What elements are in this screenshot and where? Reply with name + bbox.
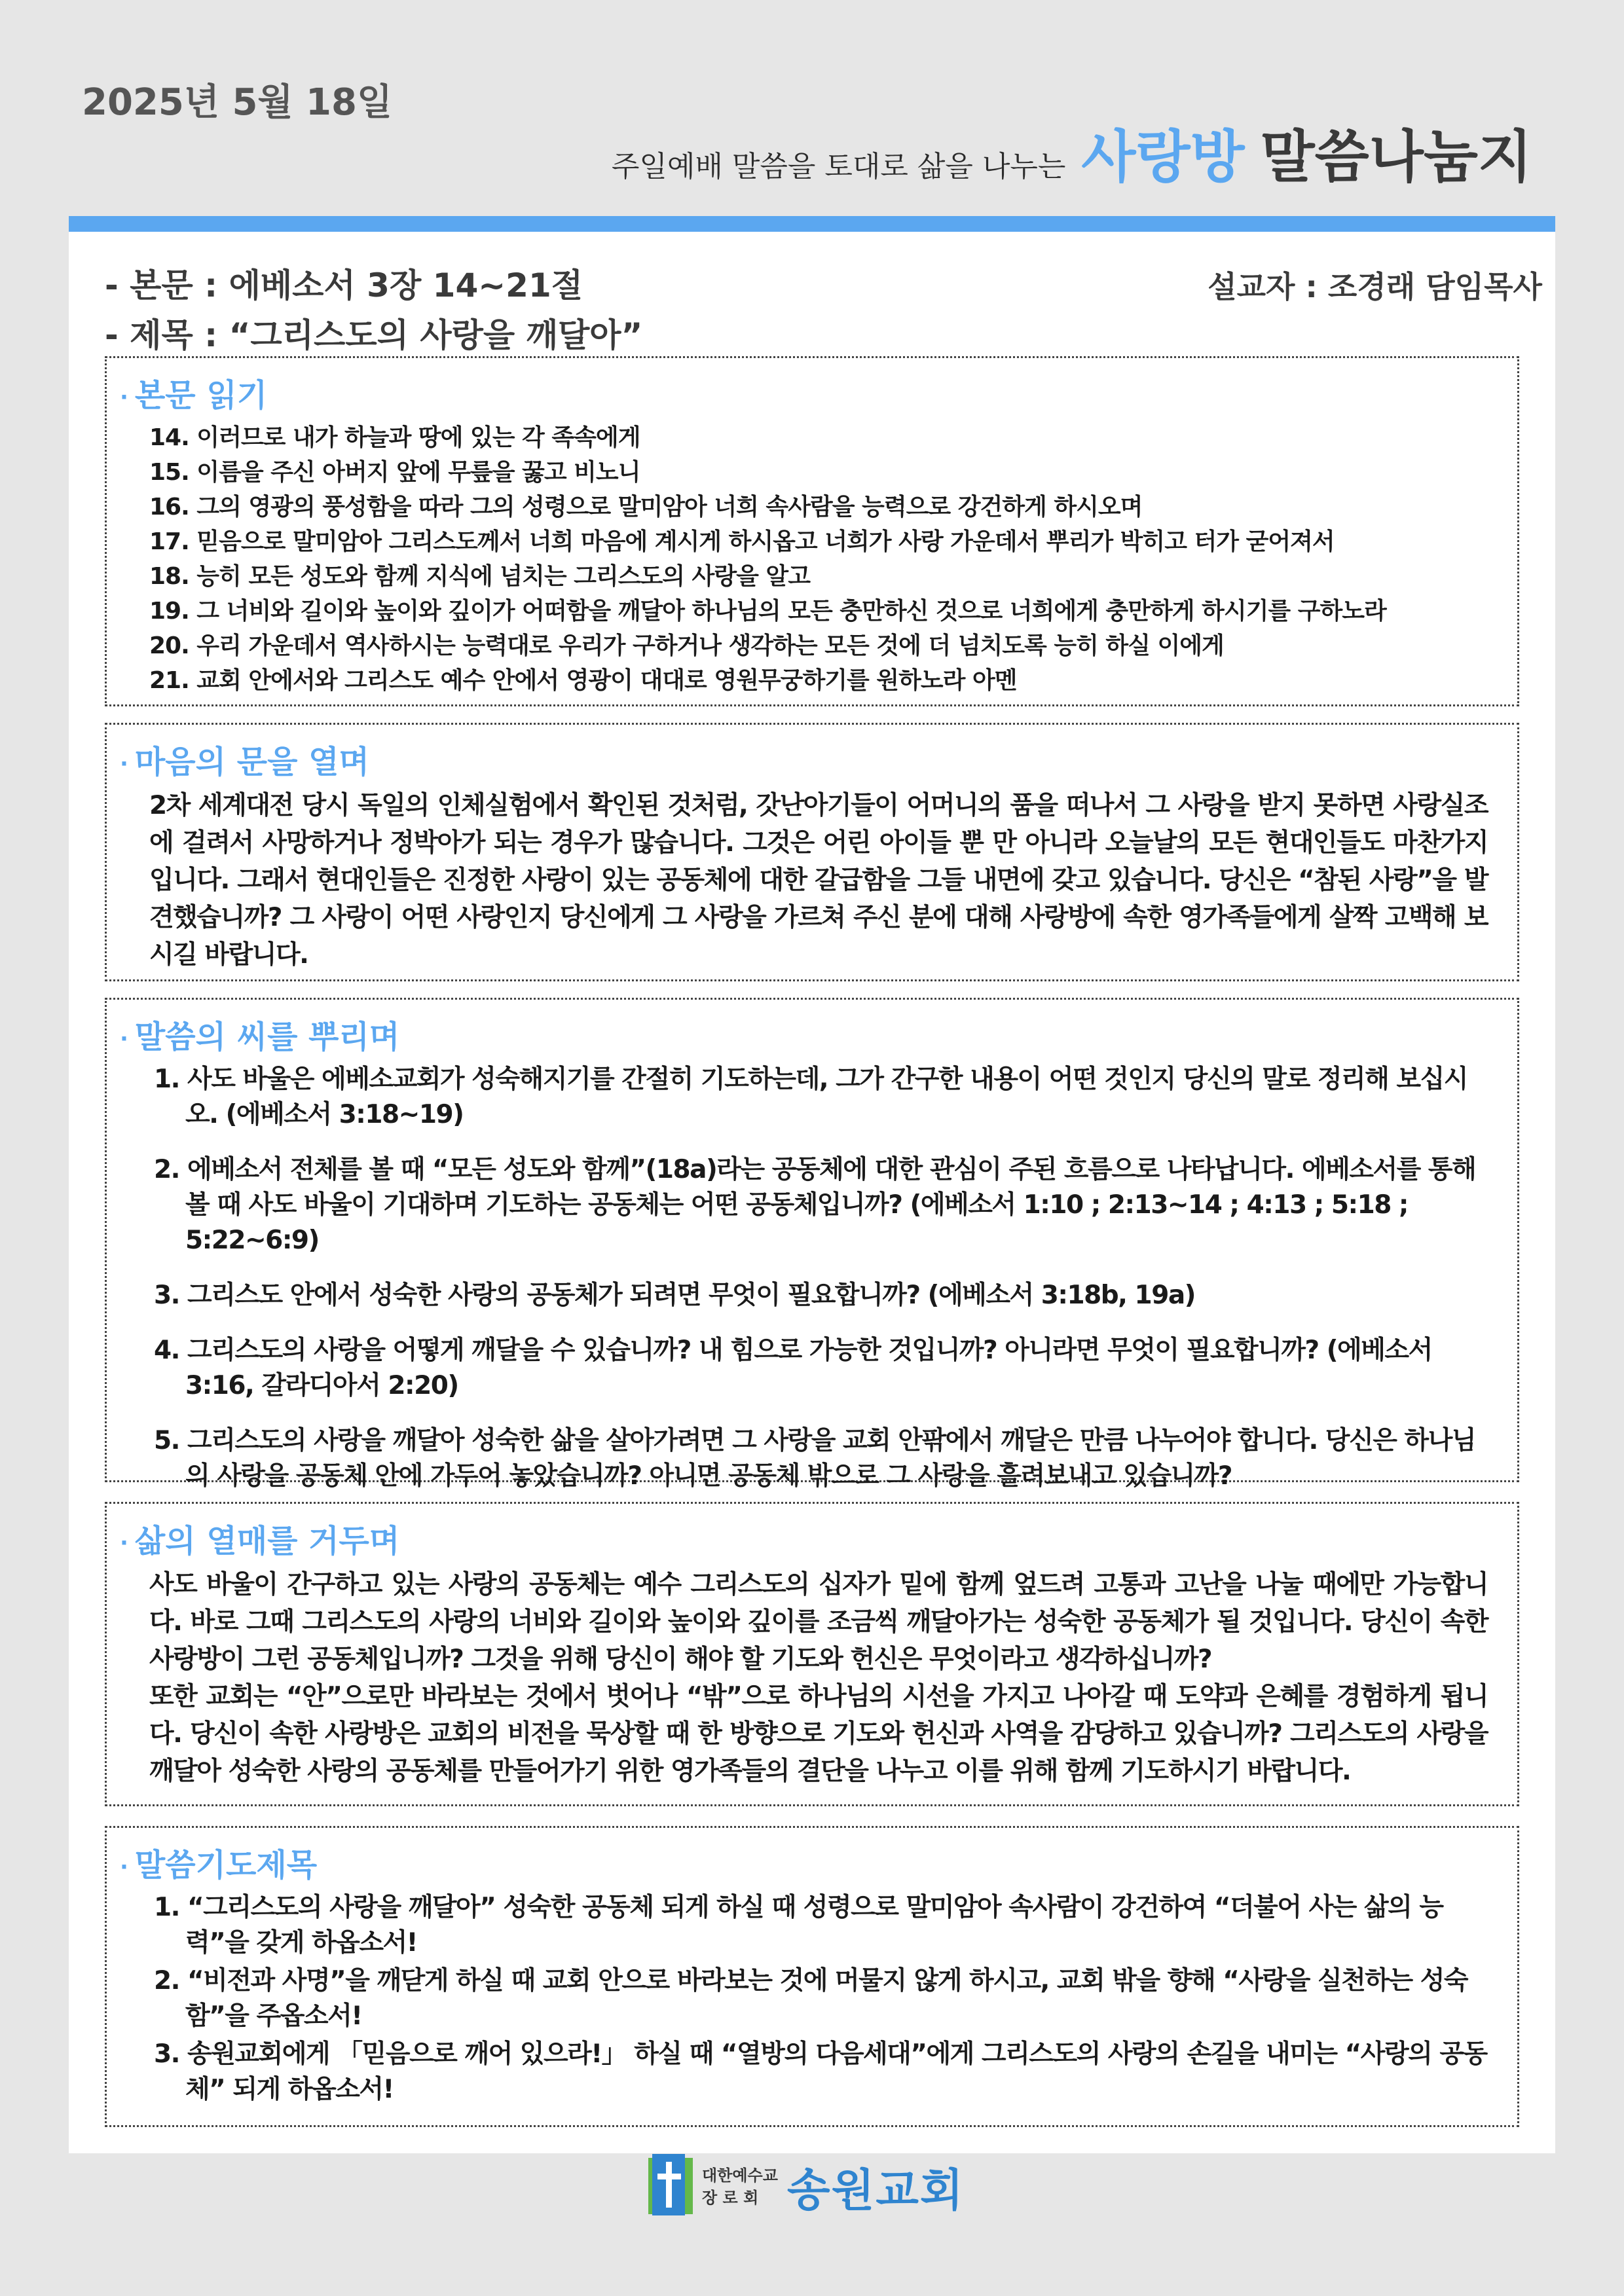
seed-title: · 말씀의 씨를 뿌리며	[120, 1019, 400, 1055]
verse: 19. 그 너비와 길이와 높이와 깊이가 어떠함을 깨달아 하나님의 모든 충만하신 것으로 너희에게 충만하게 하시기를 구하노라	[149, 598, 1386, 625]
question-item: 2. 에베소서 전체를 볼 때 “모든 성도와 함께”(18a)라는 공동체에 대한 관심이 주된 흐름으로 나타납니다. 에베소서를 통해 볼 때 사도 바울이 기대하며 기도하는 공동체는 어떤 공동체입니까? (에베소서 1:10 ; 2:13~14 ; 4:13 ; 5:18 ; 5:22~6:9)	[154, 1155, 1476, 1255]
harvest-section	[105, 1502, 1519, 1806]
header-divider	[69, 216, 1555, 232]
bullet-icon: ·	[120, 1854, 128, 1880]
harvest-paragraph: 또한 교회는 “안”으로만 바라보는 것에서 벗어나 “밖”으로 하나님의 시선을 가지고 나아갈 때 도약과 은혜를 경험하게 됩니다. 당신이 속한 사랑방은 교회의 비전을 묵상할 때 한 방향으로 기도와 헌신과 사역을 감당하고 있습니까? 그리스도의 사랑을 깨달아 성숙한 사랑의 공동체를 만들어가기 위한 영가족들의 결단을 나누고 이를 위해 함께 기도하시기 바랍니다.	[149, 1682, 1488, 1786]
content-panel	[69, 232, 1555, 2153]
open-heart-title: · 마음의 문을 열며	[120, 744, 369, 780]
verse: 15. 이름을 주신 아버지 앞에 무릎을 꿇고 비노니	[149, 459, 640, 486]
verse: 21. 교회 안에서와 그리스도 예수 안에서 영광이 대대로 영원무궁하기를 원하노라 아멘	[149, 667, 1017, 694]
open-heart-text: 2차 세계대전 당시 독일의 인체실험에서 확인된 것처럼, 갓난아기들이 어머니의 품을 떠나서 그 사랑을 받지 못하면 사랑실조에 걸려서 사망하거나 정박아가 되는 경우가 많습니다. 그것은 어린 아이들 뿐 만 아니라 오늘날의 모든 현대인들도 마찬가지입니다. 그래서 현대인들은 진정한 사랑이 있는 공동체에 대한 갈급함을 그들 내면에 갖고 있습니다. 당신은 “참된 사랑”을 발견했습니까? 그 사랑이 어떤 사랑인지 당신에게 그 사랑을 가르쳐 주신 분에 대해 사랑방에 속한 영가족들에게 살짝 고백해 보시길 바랍니다.	[149, 791, 1488, 970]
church-logo	[648, 2154, 965, 2219]
reading-title: · 본문 읽기	[120, 377, 268, 414]
prayer-title: · 말씀기도제목	[120, 1847, 318, 1884]
prayer-item: 3. 송원교회에게 「믿음으로 깨어 있으라!」 하실 때 “열방의 다음세대”에게 그리스도의 사랑의 손길을 내미는 “사랑의 공동체” 되게 하옵소서!	[154, 2039, 1487, 2104]
preacher: 설교자 : 조경래 담임목사	[1208, 269, 1542, 304]
date: 2025년 5월 18일	[82, 81, 393, 124]
header-title-accent: 사랑방	[1081, 124, 1245, 190]
question-item: 1. 사도 바울은 에베소교회가 성숙해지기를 간절히 기도하는데, 그가 간구한 내용이 어떤 것인지 당신의 말로 정리해 보십시오. (에베소서 3:18~19)	[154, 1065, 1467, 1129]
question-item: 4. 그리스도의 사랑을 어떻게 깨달을 수 있습니까? 내 힘으로 가능한 것입니까? 아니라면 무엇이 필요합니까? (에베소서 3:16, 갈라디아서 2:20)	[154, 1336, 1432, 1400]
sermon-title-line: - 제목 : “그리스도의 사랑을 깨달아”	[105, 316, 643, 354]
denomination	[702, 2164, 778, 2209]
reading-section	[105, 356, 1519, 706]
verse: 20. 우리 가운데서 역사하시는 능력대로 우리가 구하거나 생각하는 모든 것에 더 넘치도록 능히 하실 이에게	[149, 632, 1224, 659]
prayer-item: 2. “비전과 사명”을 깨닫게 하실 때 교회 안으로 바라보는 것에 머물지 않게 하시고, 교회 밖을 향해 “사랑을 실천하는 성숙함”을 주옵소서!	[154, 1966, 1468, 2031]
question-item: 5. 그리스도의 사랑을 깨달아 성숙한 삶을 살아가려면 그 사랑을 교회 안팎에서 깨달은 만큼 나누어야 합니다. 당신은 하나님의 사랑을 공동체 안에 가두어 놓았습니까? 아니면 공동체 밖으로 그 사랑을 흘려보내고 있습니까?	[154, 1426, 1476, 1491]
prayer-item: 1. “그리스도의 사랑을 깨달아” 성숙한 공동체 되게 하실 때 성령으로 말미암아 속사람이 강건하여 “더불어 사는 삶의 능력”을 갖게 하옵소서!	[154, 1893, 1443, 1958]
harvest-title: · 삶의 열매를 거두며	[120, 1523, 400, 1559]
seed-section	[105, 998, 1519, 1491]
denomination-line1: 대한예수교	[702, 2166, 778, 2185]
church-name: 송원교회	[786, 2164, 965, 2217]
bullet-icon: ·	[120, 1026, 128, 1052]
verse: 17. 믿음으로 말미암아 그리스도께서 너희 마음에 계시게 하시옵고 너희가 사랑 가운데서 뿌리가 박히고 터가 굳어져서	[149, 528, 1335, 555]
harvest-paragraph: 사도 바울이 간구하고 있는 사랑의 공동체는 예수 그리스도의 십자가 밑에 함께 엎드려 고통과 고난을 나눌 때에만 가능합니다. 바로 그때 그리스도의 사랑의 너비와 길이와 높이와 깊이를 조금씩 깨달아가는 성숙한 공동체가 될 것입니다. 당신이 속한 사랑방이 그런 공동체입니까? 그것을 위해 당신이 해야 할 기도와 헌신은 무엇이라고 생각하십니까?	[149, 1570, 1488, 1674]
bullet-icon: ·	[120, 384, 128, 410]
verse: 16. 그의 영광의 풍성함을 따라 그의 성령으로 말미암아 너희 속사람을 능력으로 강건하게 하시오며	[149, 494, 1143, 520]
header	[612, 111, 1532, 192]
bullet-icon: ·	[120, 1530, 128, 1556]
prayer-section	[105, 1826, 1519, 2127]
scripture-line: - 본문 : 에베소서 3장 14~21절	[105, 266, 583, 304]
verse: 14. 이러므로 내가 하늘과 땅에 있는 각 족속에게	[149, 424, 640, 451]
question-item: 3. 그리스도 안에서 성숙한 사랑의 공동체가 되려면 무엇이 필요합니까? (에베소서 3:18b, 19a)	[154, 1281, 1195, 1310]
sermon-meta	[105, 258, 642, 357]
verse: 18. 능히 모든 성도와 함께 지식에 넘치는 그리스도의 사랑을 알고	[149, 563, 810, 590]
header-subtitle: 주일예배 말씀을 토대로 삶을 나누는	[611, 150, 1066, 183]
bullet-icon: ·	[120, 751, 128, 777]
denomination-line2: 장 로 회	[702, 2189, 759, 2207]
header-title-main: 말씀나눔지	[1260, 124, 1532, 190]
open-heart-section	[105, 723, 1519, 981]
cross-icon	[648, 2154, 693, 2219]
